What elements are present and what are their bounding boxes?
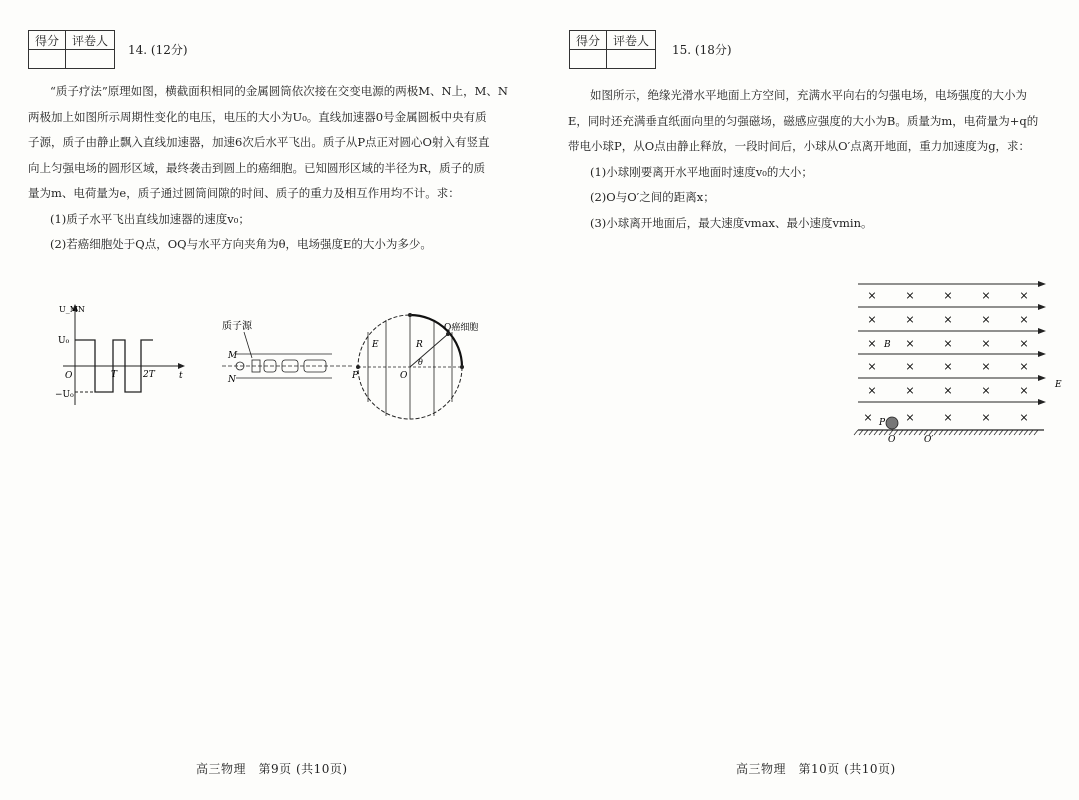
q14-line: 向上匀强电场的圆形区域，最终袭击到圆上的癌细胞。已知圆形区域的半径为R，质子的质 [28, 160, 486, 175]
hatch-mark [994, 430, 998, 435]
circle-e: E [372, 340, 379, 350]
q15-head: 15. (18分) [672, 43, 732, 57]
q15-line: 如图所示，绝缘光滑水平地面上方空间，充满水平向右的匀强电场，电场强度的大小为 [590, 88, 1027, 102]
cross-mark: × [1019, 360, 1029, 373]
cross-mark: × [905, 360, 915, 373]
cross-mark: × [981, 289, 991, 302]
cross-mark: × [943, 289, 953, 302]
cross-mark: × [905, 313, 915, 326]
grader-cell[interactable] [607, 50, 656, 69]
hatch-mark [934, 430, 938, 435]
hatch-mark [1024, 430, 1028, 435]
q14-head: 14. (12分) [128, 43, 188, 57]
cross-mark: × [905, 411, 915, 424]
hatch-mark [874, 430, 878, 435]
q14-line: “质子疗法”原理如图，横截面积相同的金属圆筒依次接在交变电源的两极M、N上，M、N [50, 84, 508, 98]
cross-mark: × [1019, 337, 1029, 350]
cross-mark: × [981, 337, 991, 350]
cross-mark: × [905, 384, 915, 397]
hatch-mark [859, 430, 863, 435]
cross-mark: × [863, 411, 873, 424]
cross-mark: × [1019, 313, 1029, 326]
cross-mark: × [943, 360, 953, 373]
graph-origin: O [65, 371, 73, 381]
hatch-mark [854, 430, 858, 435]
cross-mark: × [943, 411, 953, 424]
cross-mark: × [905, 289, 915, 302]
cross-mark: × [1019, 411, 1029, 424]
hatch-mark [914, 430, 918, 435]
label-p: P [879, 418, 886, 428]
score-box-15 [569, 30, 656, 69]
hatch-mark [944, 430, 948, 435]
cross-mark: × [867, 313, 877, 326]
grader-label: 评卷人 [66, 31, 115, 50]
cross-mark: × [867, 337, 877, 350]
hatch-mark [959, 430, 963, 435]
right-page [540, 0, 1079, 800]
magnetic-crosses [863, 289, 1028, 424]
cross-mark: × [943, 313, 953, 326]
field-arrowhead [1038, 281, 1046, 287]
hatch-mark [989, 430, 993, 435]
cross-mark: × [981, 360, 991, 373]
hatch-mark [974, 430, 978, 435]
hatch-mark [949, 430, 953, 435]
circle-field-diagram [352, 312, 502, 442]
cross-mark: × [905, 337, 915, 350]
hatch-mark [1019, 430, 1023, 435]
hatch-mark [954, 430, 958, 435]
label-e: E [1055, 380, 1062, 390]
hatch-mark [864, 430, 868, 435]
field-arrowhead [1038, 375, 1046, 381]
score-box-14 [28, 30, 115, 69]
hatch-mark [879, 430, 883, 435]
cross-mark: × [981, 384, 991, 397]
grader-label: 评卷人 [607, 31, 656, 50]
hatch-mark [1029, 430, 1033, 435]
voltage-graph [55, 300, 190, 410]
graph-neg-u0: −U₀ [55, 390, 74, 400]
circle-r: R [416, 340, 423, 350]
em-field-diagram [852, 272, 1072, 452]
hatch-mark [904, 430, 908, 435]
circle-o: O [400, 371, 408, 381]
graph-t: t [179, 371, 183, 381]
hatch-mark [899, 430, 903, 435]
graph-t2: 2T [143, 370, 155, 380]
cross-mark: × [981, 313, 991, 326]
hatch-mark [1034, 430, 1038, 435]
q15-sub2: (2)O与O′之间的距离x； [590, 190, 715, 204]
hatch-mark [909, 430, 913, 435]
q15-text [568, 83, 1068, 236]
field-arrowhead [1038, 328, 1046, 334]
q14-sub2: (2)若癌细胞处于Q点，OQ与水平方向夹角为θ，电场强度E的大小为多少。 [50, 237, 432, 251]
hatch-mark [1004, 430, 1008, 435]
cross-mark: × [943, 384, 953, 397]
field-arrowhead [1038, 304, 1046, 310]
q14-line: 子源，质子由静止飘入直线加速器，加速6次后水平飞出。质子从P点正对圆心O射入有竖直 [28, 135, 490, 149]
graph-u0: U₀ [58, 336, 70, 346]
field-arrowhead [1038, 399, 1046, 405]
cross-mark: × [867, 384, 877, 397]
ground-hatch [854, 430, 1038, 435]
footer-right: 高三物理 第10页 (共10页) [736, 762, 896, 776]
q14-text [28, 79, 528, 258]
score-cell[interactable] [29, 50, 66, 69]
hatch-mark [1009, 430, 1013, 435]
hatch-mark [964, 430, 968, 435]
grader-cell[interactable] [66, 50, 115, 69]
q14-line: 量为m、电荷量为e，质子通过圆筒间隙的时间、质子的重力及相互作用均不计。求： [28, 186, 460, 200]
hatch-mark [1014, 430, 1018, 435]
hatch-mark [869, 430, 873, 435]
q14-line: 两极加上如图所示周期性变化的电压，电压的大小为U₀。直线加速器0号金属圆板中央有质 [28, 109, 487, 124]
cross-mark: × [1019, 384, 1029, 397]
cross-mark: × [867, 360, 877, 373]
circle-q: Q癌细胞 [444, 323, 479, 333]
accelerator-diagram [222, 318, 357, 390]
score-label: 得分 [570, 31, 607, 50]
hatch-mark [979, 430, 983, 435]
cross-mark: × [1019, 289, 1029, 302]
q15-sub3: (3)小球离开地面后，最大速度vmax、最小速度vmin。 [590, 215, 873, 230]
field-arrowhead [1038, 351, 1046, 357]
m-label: M [228, 351, 238, 361]
hatch-mark [969, 430, 973, 435]
hatch-mark [939, 430, 943, 435]
hatch-mark [999, 430, 1003, 435]
q15-line: E，同时还充满垂直纸面向里的匀强磁场，磁感应强度的大小为B。质量为m，电荷量为+q的 [568, 113, 1039, 128]
label-o: O [888, 435, 896, 445]
footer-left: 高三物理 第9页 (共10页) [196, 762, 348, 776]
graph-y-label: U_MN [59, 305, 85, 314]
score-label: 得分 [29, 31, 66, 50]
cross-mark: × [867, 289, 877, 302]
circle-theta: θ [418, 358, 423, 367]
graph-t1: T [111, 370, 118, 380]
ball-p [886, 417, 898, 429]
circle-p: P [352, 371, 359, 381]
source-label: 质子源 [222, 321, 252, 332]
label-b: B [884, 340, 891, 350]
cross-mark: × [981, 411, 991, 424]
n-label: N [228, 375, 236, 385]
hatch-mark [984, 430, 988, 435]
hatch-mark [919, 430, 923, 435]
cross-mark: × [943, 337, 953, 350]
label-o-prime: O′ [924, 435, 934, 445]
q15-sub1: (1)小球刚要离开水平地面时速度v₀的大小； [590, 164, 813, 179]
q14-sub1: (1)质子水平飞出直线加速器的速度v₀； [50, 211, 250, 226]
score-cell[interactable] [570, 50, 607, 69]
q15-line: 带电小球P，从O点由静止释放，一段时间后，小球从O′点离开地面，重力加速度为g，求： [568, 139, 1031, 153]
